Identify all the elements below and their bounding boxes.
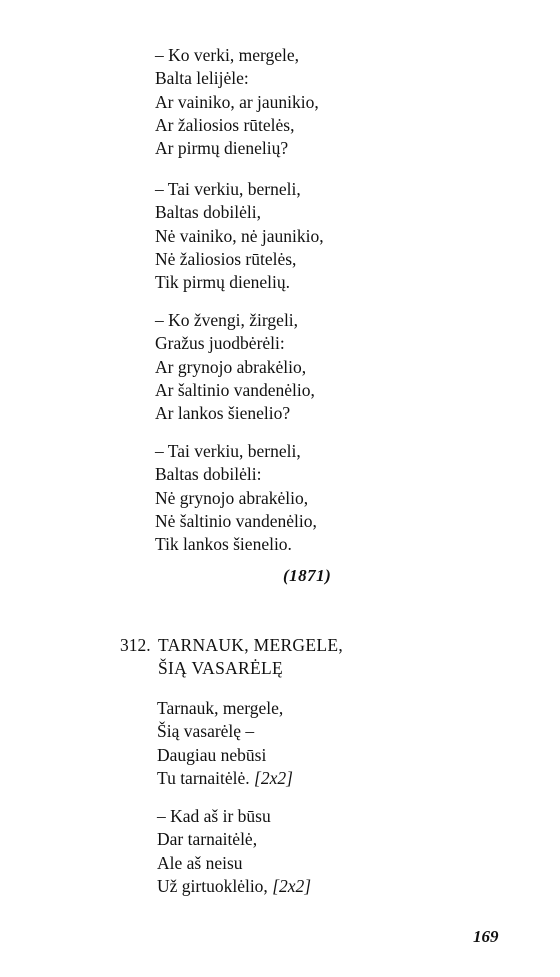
- verse-line-with-repeat: [157, 767, 293, 790]
- verse-line: Tik pirmų dienelių.: [155, 272, 290, 293]
- verse-line: – Tai verkiu, berneli,: [155, 179, 301, 199]
- verse-line: Baltas dobilėli:: [155, 464, 262, 485]
- verse-line: Ar vainiko, ar jaunikio,: [155, 91, 319, 112]
- verse-line: Ar šaltinio vandenėlio,: [155, 379, 315, 400]
- verse-line: – Ko žvengi, žirgeli,: [155, 310, 299, 330]
- verse-line: Nė žaliosios rūtelės,: [155, 248, 297, 269]
- verse-line: Ar grynojo abrakėlio,: [155, 356, 307, 377]
- song-stanza: [157, 805, 311, 898]
- verse-line: Balta lelijėle:: [155, 68, 249, 89]
- verse-line: – Tai verkiu, berneli,: [155, 441, 301, 461]
- repeat-marker: [2x2]: [254, 767, 293, 788]
- song-title: [158, 634, 343, 681]
- verse-line: Daugiau nebūsi: [157, 744, 267, 765]
- song-stanza: [155, 440, 317, 556]
- song-stanza: [155, 44, 319, 160]
- verse-line: Šią vasarėlę –: [157, 721, 255, 742]
- verse-line: Ar žaliosios rūtelės,: [155, 114, 295, 135]
- verse-line: Nė grynojo abrakėlio,: [155, 487, 309, 508]
- song-title-line: ŠIĄ VASARĖLĘ: [158, 658, 283, 679]
- verse-line: Ar lankos šienelio?: [155, 403, 291, 424]
- verse-line: – Ko verki, mergele,: [155, 45, 300, 65]
- verse-line: Gražus juodbėrėli:: [155, 333, 285, 354]
- verse-line: Nė vainiko, nė jaunikio,: [155, 225, 324, 246]
- verse-line: Tarnauk, mergele,: [157, 698, 284, 718]
- song-stanza: [155, 178, 324, 294]
- verse-line: Baltas dobilėli,: [155, 202, 261, 223]
- song-date: (1871): [283, 566, 332, 585]
- song-stanza: [155, 309, 315, 425]
- verse-line: Ar pirmų dienelių?: [155, 138, 289, 159]
- repeat-marker: [2x2]: [272, 875, 312, 896]
- verse-line: Nė šaltinio vandenėlio,: [155, 510, 317, 531]
- verse-line: Ale aš neisu: [157, 852, 243, 873]
- verse-line: Dar tarnaitėlė,: [157, 829, 258, 850]
- song-number: 312.: [120, 635, 151, 655]
- verse-line: Tik lankos šienelio.: [155, 534, 292, 555]
- song-stanza: [157, 697, 293, 790]
- verse-line-with-repeat: [157, 875, 311, 898]
- song-title-line: TARNAUK, MERGELE,: [158, 635, 344, 655]
- verse-line-text: Tu tarnaitėlė.: [157, 767, 250, 788]
- verse-line-text: Už girtuoklėlio,: [157, 875, 268, 896]
- verse-line: – Kad aš ir būsu: [157, 806, 271, 826]
- page-number: 169: [473, 927, 499, 946]
